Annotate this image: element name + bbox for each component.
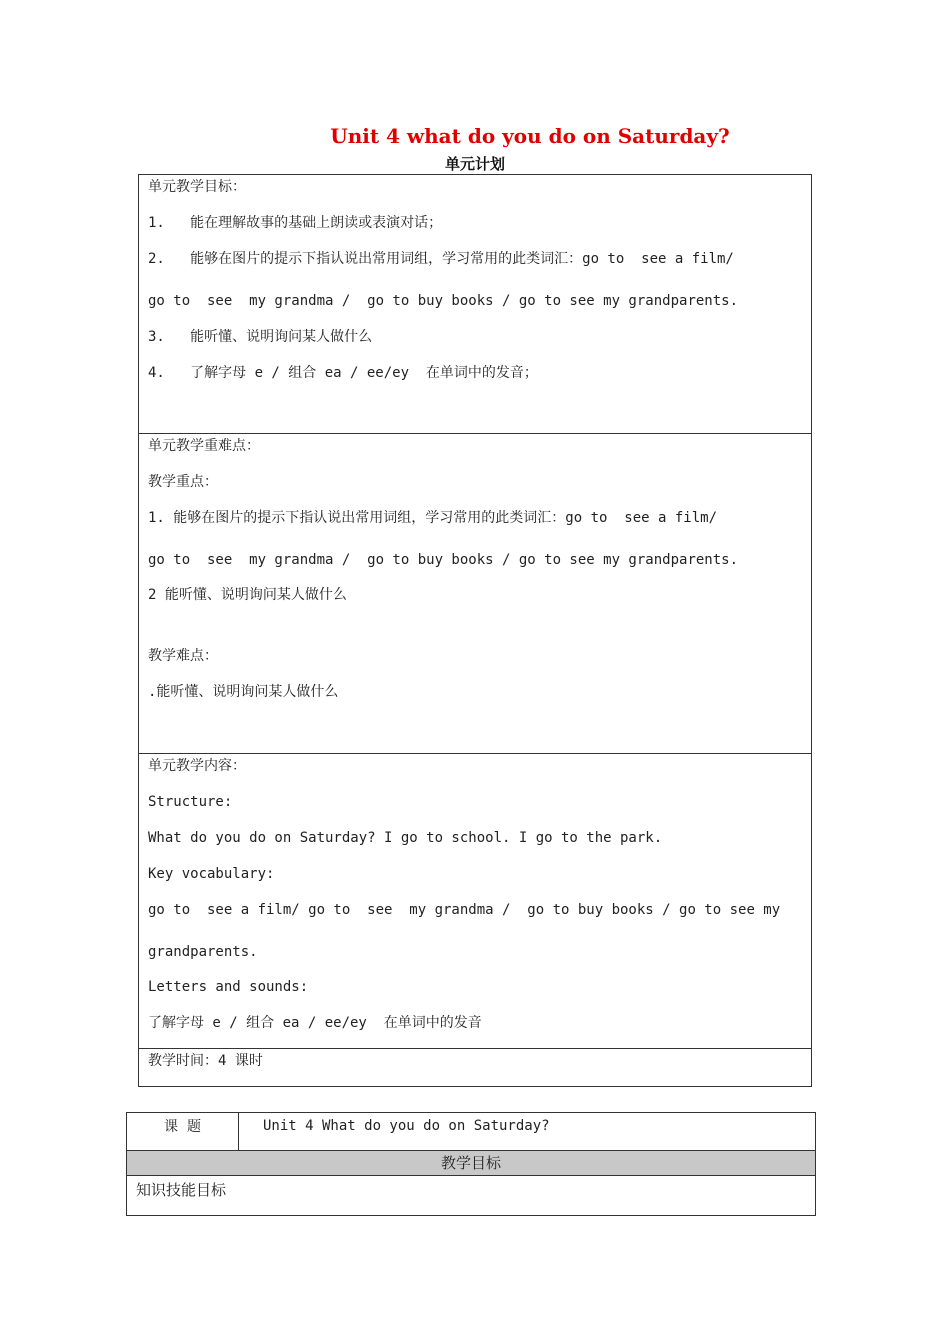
goal-item-3: 3. 能听懂、说明询问某人做什么 (148, 329, 373, 345)
keypoints-heading: 单元教学重难点： (148, 438, 260, 454)
goals-header: 教学目标 (440, 1154, 501, 1172)
knowledge-label: 知识技能目标 (136, 1181, 227, 1199)
goal-item-4: 4. 了解字母 e / 组合 ea / ee/ey 在单词中的发音； (148, 365, 538, 381)
goal-item-2a: 2. 能够在图片的提示下指认说出常用词组，学习常用的此类词汇：go to see a film/ (148, 251, 734, 267)
page-title: Unit 4 what do you do on Saturday? (330, 124, 730, 148)
focus-item-2: 2 能听懂、说明询问某人做什么 (148, 587, 347, 603)
structure-label: Structure: (148, 794, 233, 810)
topic-label: 课 题 (127, 1113, 239, 1151)
focus-label: 教学重点： (148, 474, 218, 490)
content-section (138, 753, 812, 1048)
knowledge-row (127, 1176, 815, 1215)
teaching-time: 教学时间：4 课时 (148, 1053, 263, 1069)
focus-item-1a: 1. 能够在图片的提示下指认说出常用词组，学习常用的此类词汇：go to see a film/ (148, 510, 718, 526)
page-subtitle: 单元计划 (444, 155, 505, 173)
vocabulary-line-1: go to see a film/ go to see my grandma / go to buy books / go to see my (148, 902, 781, 918)
difficulty-label: 教学难点： (148, 648, 218, 664)
content-heading: 单元教学内容： (148, 758, 246, 774)
structure-text: What do you do on Saturday? I go to school. I go to the park. (148, 830, 663, 846)
goals-section (138, 174, 812, 433)
goal-item-1: 1. 能在理解故事的基础上朗读或表演对话； (148, 215, 443, 231)
lesson-table (126, 1112, 816, 1216)
vocabulary-line-2: grandparents. (148, 944, 258, 960)
topic-row (127, 1113, 815, 1151)
letters-text: 了解字母 e / 组合 ea / ee/ey 在单词中的发音 (148, 1015, 482, 1031)
letters-label: Letters and sounds: (148, 979, 309, 995)
goal-item-2b: go to see my grandma / go to buy books / go to see my grandparents. (148, 293, 739, 309)
time-section (138, 1048, 812, 1086)
goals-heading: 单元教学目标： (148, 179, 246, 195)
vocabulary-label: Key vocabulary: (148, 866, 275, 882)
topic-value: Unit 4 What do you do on Saturday? (263, 1118, 550, 1134)
difficulty-item-1: .能听懂、说明询问某人做什么 (148, 684, 339, 700)
focus-item-1b: go to see my grandma / go to buy books / go to see my grandparents. (148, 552, 739, 568)
keypoints-section (138, 433, 812, 753)
goals-header-row (127, 1151, 815, 1176)
